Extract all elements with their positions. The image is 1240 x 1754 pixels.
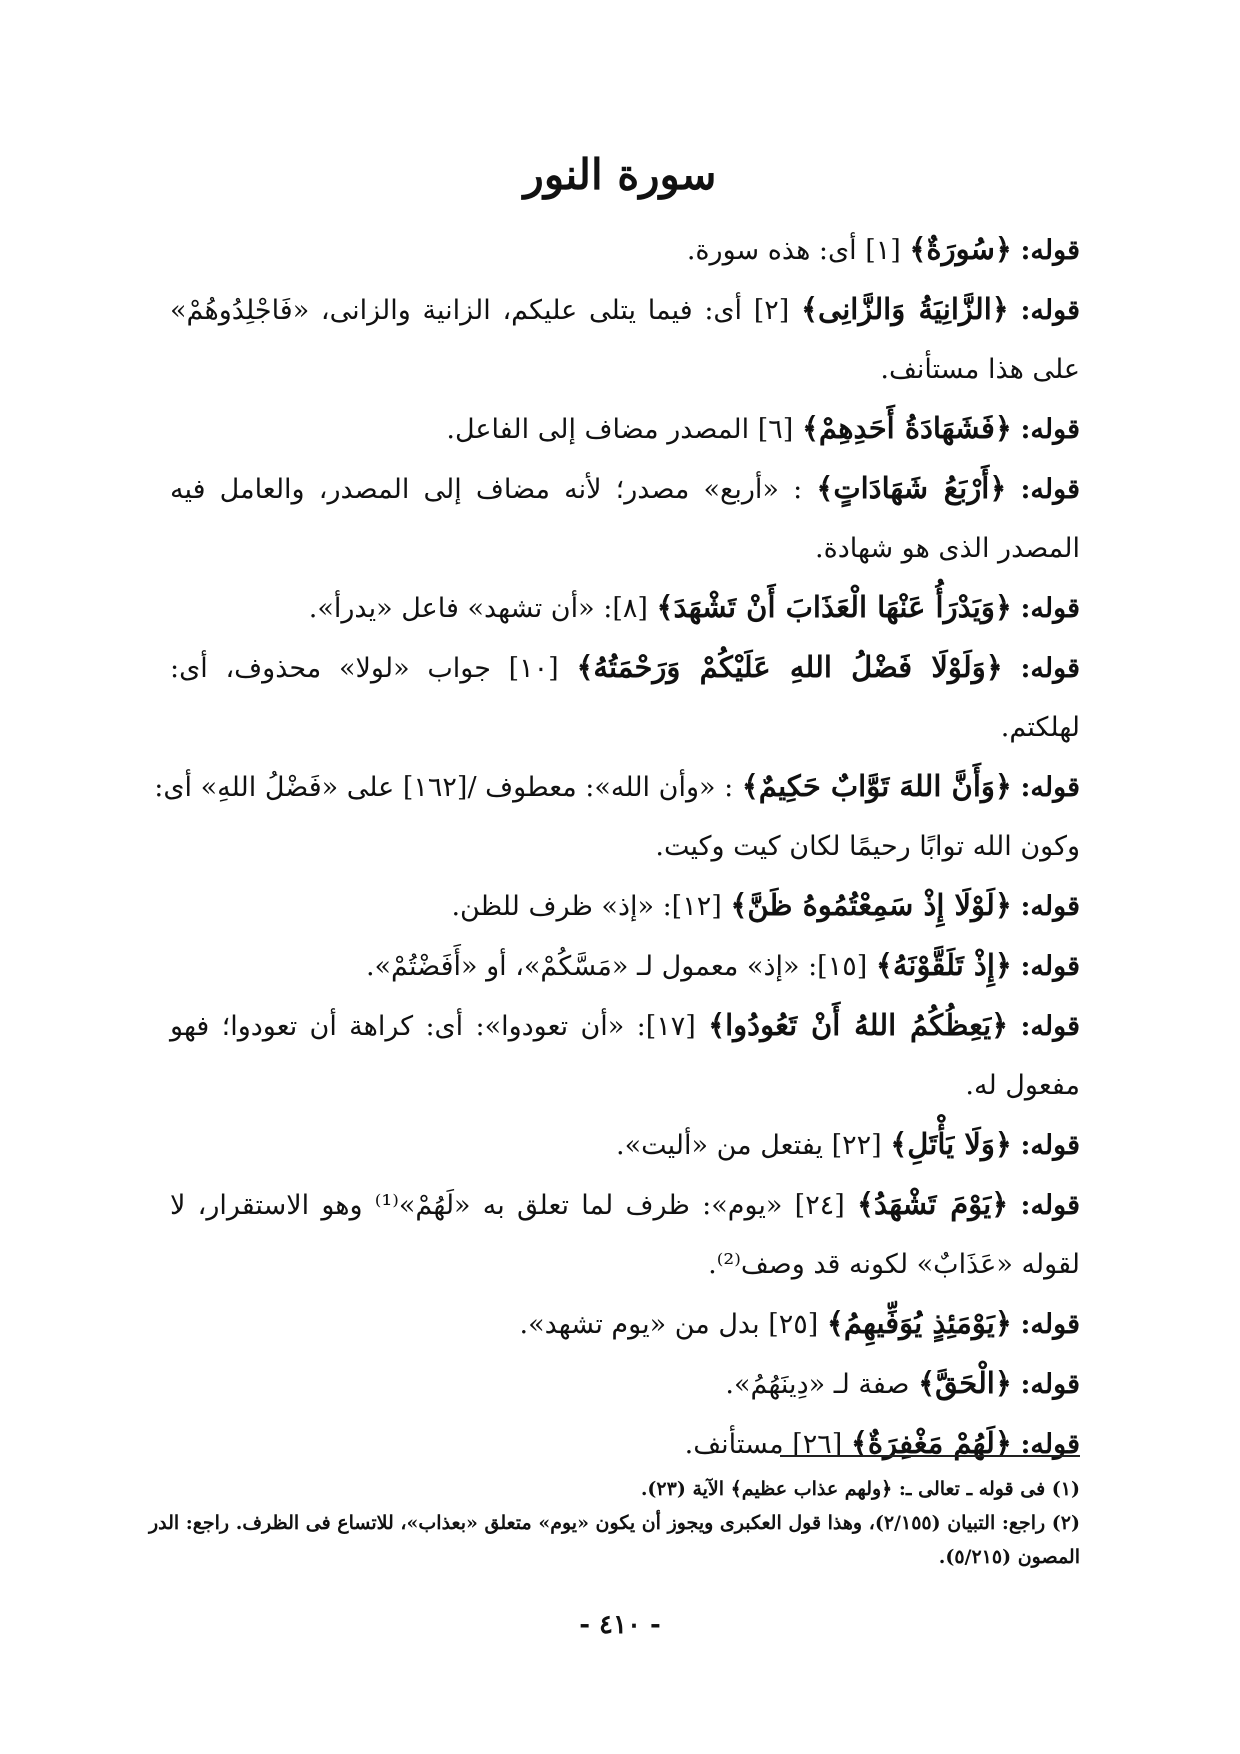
commentary-text: [١٢]: «إذ» ظرف للظن. bbox=[451, 891, 722, 922]
commentary-text: صفة لـ «دِينَهُمُ». bbox=[725, 1369, 910, 1400]
commentary-text: : «وأن الله»: معطوف /[١٦٢] على «فَضْلُ اللهِ» أى: bbox=[154, 772, 734, 803]
footnote-separator bbox=[780, 1455, 1080, 1457]
commentary-body bbox=[154, 220, 1081, 1474]
commentary-text: لهلكتم. bbox=[1000, 712, 1080, 743]
text-line bbox=[170, 578, 1080, 638]
commentary-text: [٢٤] «يوم»: ظرف لما تعلق به «لَهُمْ»⁽¹⁾ وهو الاستقرار، لا bbox=[170, 1190, 845, 1221]
text-line bbox=[170, 1175, 1080, 1235]
commentary-text: وكون الله توابًا رحيمًا لكان كيت وكيت. bbox=[655, 831, 1080, 862]
commentary-text: على هذا مستأنف. bbox=[880, 354, 1080, 385]
text-line bbox=[170, 876, 1080, 936]
qawluhu-label: قوله: bbox=[1020, 1190, 1081, 1221]
qawluhu-label: قوله: bbox=[1020, 414, 1080, 445]
quran-quote: ﴿سُورَةٌ﴾ bbox=[909, 232, 1012, 266]
text-line bbox=[170, 519, 1080, 578]
quran-quote: ﴿وَلَوْلَا فَضْلُ اللهِ عَلَيْكُمْ وَرَحْمَتُهُ﴾ bbox=[576, 650, 1003, 684]
quran-quote: ﴿يَوْمَئِذٍ يُوَفِّيهِمُ﴾ bbox=[826, 1306, 1012, 1340]
text-line bbox=[170, 340, 1080, 399]
qawluhu-label: قوله: bbox=[1020, 772, 1080, 803]
text-line bbox=[170, 1235, 1080, 1294]
text-line bbox=[170, 1115, 1080, 1175]
quran-quote: ﴿وَأَنَّ اللهَ تَوَّابٌ حَكِيمٌ﴾ bbox=[741, 769, 1012, 803]
text-line bbox=[170, 220, 1080, 280]
qawluhu-label: قوله: bbox=[1020, 1011, 1080, 1042]
quran-quote: ﴿لَوْلَا إِذْ سَمِعْتُمُوهُ ظَنَّ﴾ bbox=[730, 888, 1012, 922]
quran-quote: ﴿الْحَقَّ﴾ bbox=[918, 1366, 1012, 1400]
qawluhu-label: قوله: bbox=[1020, 295, 1080, 326]
text-line bbox=[154, 757, 1080, 817]
quran-quote: ﴿وَلَا يَأْتَلِ﴾ bbox=[890, 1127, 1012, 1161]
surah-title: سورة النور bbox=[523, 150, 717, 199]
qawluhu-label: قوله: bbox=[1020, 474, 1080, 505]
qawluhu-label: قوله: bbox=[1020, 1369, 1080, 1400]
commentary-text: [٢] أى: فيما يتلى عليكم، الزانية والزانى، «فَاجْلِدُوهُمْ» bbox=[170, 295, 790, 326]
quran-quote: ﴿يَوْمَ تَشْهَدُ﴾ bbox=[856, 1187, 1009, 1221]
text-line bbox=[170, 280, 1080, 340]
qawluhu-label: قوله: bbox=[1020, 951, 1080, 982]
qawluhu-label: قوله: bbox=[1020, 1429, 1080, 1460]
quran-quote: ﴿إِذْ تَلَقَّوْنَهُ﴾ bbox=[875, 948, 1012, 982]
page-number: - ٤١٠ - bbox=[579, 1610, 661, 1640]
footnote-line: المصون (٥/٢١٥). bbox=[938, 1546, 1080, 1568]
commentary-text: [٢٦] مستأنف. bbox=[684, 1429, 843, 1460]
text-line bbox=[170, 1294, 1080, 1354]
commentary-text: [٨]: «أن تشهد» فاعل «يدرأ». bbox=[308, 593, 648, 624]
commentary-text: [٦] المصدر مضاف إلى الفاعل. bbox=[446, 414, 794, 445]
qawluhu-label: قوله: bbox=[1020, 1309, 1080, 1340]
text-line bbox=[170, 817, 1080, 876]
text-line bbox=[170, 1056, 1080, 1115]
commentary-text: [٢٥] بدل من «يوم تشهد». bbox=[519, 1309, 819, 1340]
qawluhu-label: قوله: bbox=[1020, 593, 1080, 624]
qawluhu-label: قوله: bbox=[1020, 653, 1080, 684]
text-line bbox=[170, 459, 1080, 519]
commentary-text: [١٥]: «إذ» معمول لـ «مَسَّكُمْ»، أو «أَفَضْتُمْ». bbox=[365, 951, 868, 982]
qawluhu-label: قوله: bbox=[1020, 1130, 1080, 1161]
text-line bbox=[170, 399, 1080, 459]
qawluhu-label: قوله: bbox=[1020, 891, 1080, 922]
text-line bbox=[170, 1354, 1080, 1414]
commentary-text: مفعول له. bbox=[965, 1070, 1080, 1101]
commentary-text: [١٠] جواب «لولا» محذوف، أى: bbox=[170, 653, 559, 684]
commentary-text: [١٧]: «أن تعودوا»: أى: كراهة أن تعودوا؛ فهو bbox=[170, 1011, 696, 1042]
quran-quote: ﴿أَرْبَعُ شَهَادَاتٍ﴾ bbox=[816, 471, 1007, 505]
footnote-line: (١) فى قوله ـ تعالى ـ: ﴿ولهم عذاب عظيم﴾ الآية (٢٣). bbox=[640, 1478, 1080, 1500]
quran-quote: ﴿الزَّانِيَةُ وَالزَّانِى﴾ bbox=[801, 292, 1009, 326]
quran-quote: ﴿فَشَهَادَةُ أَحَدِهِمْ﴾ bbox=[801, 411, 1012, 445]
commentary-text: المصدر الذى هو شهادة. bbox=[815, 533, 1080, 564]
footnotes bbox=[148, 1472, 1080, 1574]
text-line bbox=[170, 936, 1080, 996]
commentary-text: [١] أى: هذه سورة. bbox=[686, 235, 901, 266]
commentary-text: : «أربع» مصدر؛ لأنه مضاف إلى المصدر، والعامل فيه bbox=[170, 474, 803, 505]
text-line bbox=[170, 1414, 1080, 1474]
footnote-line: (٢) راجع: التبيان (٢/١٥٥)، وهذا قول العكبرى ويجوز أن يكون «يوم» متعلق «بعذاب»، للاتساع فى الظرف. راجع: الدر bbox=[148, 1512, 1080, 1534]
commentary-text: لقوله «عَذَابٌ» لكونه قد وصف⁽²⁾. bbox=[708, 1249, 1080, 1280]
quran-quote: ﴿لَهُمْ مَغْفِرَةٌ﴾ bbox=[850, 1426, 1012, 1460]
text-line bbox=[170, 698, 1080, 757]
text-line bbox=[170, 638, 1080, 698]
quran-quote: ﴿وَيَدْرَأُ عَنْهَا الْعَذَابَ أَنْ تَشْهَدَ﴾ bbox=[656, 590, 1012, 624]
text-line bbox=[170, 996, 1080, 1056]
qawluhu-label: قوله: bbox=[1020, 235, 1080, 266]
commentary-text: [٢٢] يفتعل من «أليت». bbox=[616, 1130, 882, 1161]
quran-quote: ﴿يَعِظُكُمُ اللهُ أَنْ تَعُودُوا﴾ bbox=[708, 1008, 1009, 1042]
